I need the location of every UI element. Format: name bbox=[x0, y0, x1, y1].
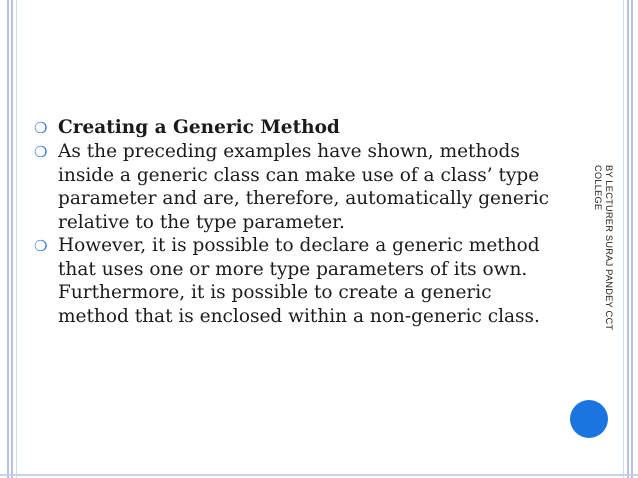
right-thin-line bbox=[623, 0, 624, 478]
right-border-decoration bbox=[627, 0, 633, 478]
bullet-item bbox=[34, 116, 554, 140]
bullet-text: As the preceding examples have shown, methods inside a generic class can make use of a class’ type parameter and are, therefore, automatically generic relative to the type parameter. bbox=[58, 141, 549, 233]
left-border-decoration bbox=[7, 0, 13, 478]
hollow-circle-bullet-icon: ❍ bbox=[34, 118, 48, 137]
hollow-circle-bullet-icon: ❍ bbox=[34, 236, 48, 255]
slide-content bbox=[34, 116, 554, 328]
bullet-item bbox=[34, 140, 554, 234]
bullet-text: However, it is possible to declare a generic method that uses one or more type parameters of its own. Furthermore, it is possible to create a generic method that is enclosed within a non-generic class. bbox=[58, 235, 540, 327]
left-thin-line bbox=[16, 0, 17, 478]
bullet-item bbox=[34, 234, 554, 328]
decorative-circle bbox=[570, 400, 608, 438]
slide-heading: Creating a Generic Method bbox=[58, 117, 340, 138]
hollow-circle-bullet-icon: ❍ bbox=[34, 142, 48, 161]
author-side-label: BY LECTURER SURAJ PANDEY CCT COLLEGE bbox=[593, 165, 614, 331]
bottom-line bbox=[0, 474, 638, 476]
